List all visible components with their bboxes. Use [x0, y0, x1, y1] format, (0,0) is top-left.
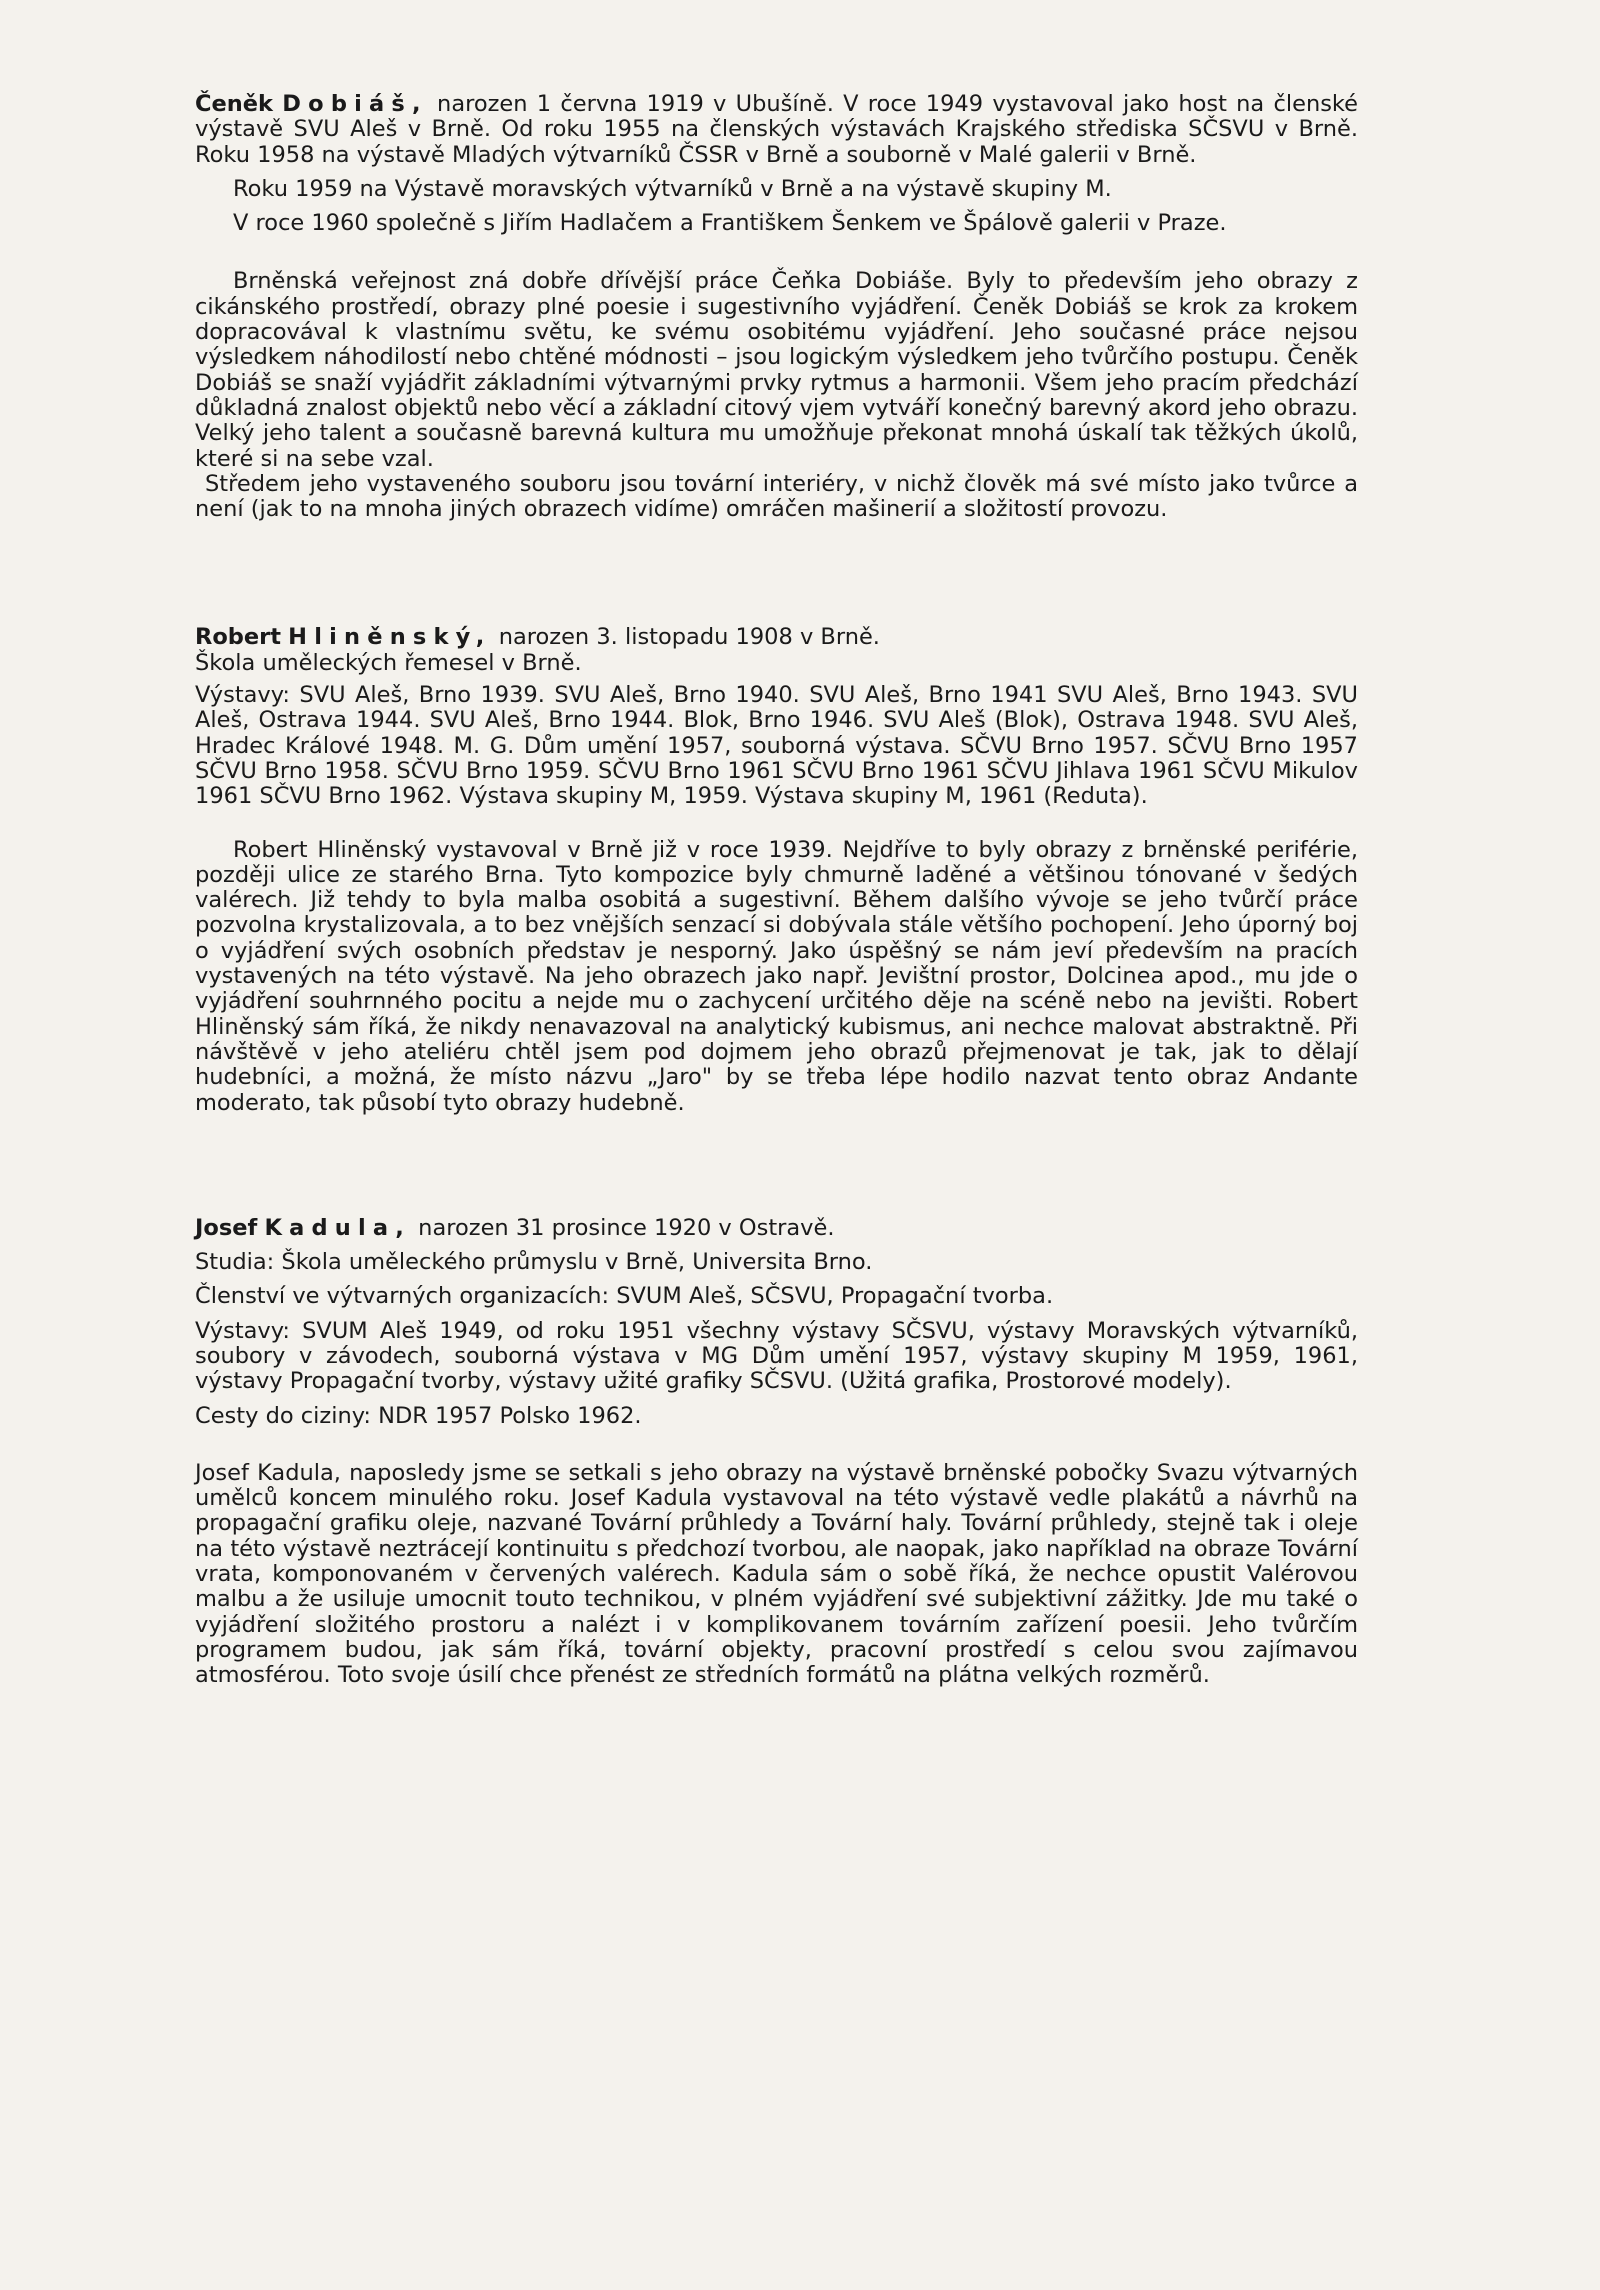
bio-intro — [195, 1216, 1358, 1241]
document-page — [195, 92, 1358, 1689]
bio-intro-text: narozen 1 června 1919 v Ubušíně. V roce 1949 vystavoval jako host na členské výstavě SVU Aleš v Brně. Od roku 1955 na členských výstavách Krajského střediska SČSVU v Brně. Roku 1958 na výstavě Mladých výtvarníků ČSSR v Brně a souborně v Malé galerii v Brně. — [195, 91, 1359, 168]
entry-dobias — [195, 92, 1358, 522]
membership-paragraph: Členství ve výtvarných organizacích: SVUM Aleš, SČSVU, Propagační tvorba. — [195, 1283, 1054, 1310]
bio-intro-text: narozen 3. listopadu 1908 v Brně. — [491, 624, 880, 651]
travels-paragraph: Cesty do ciziny: NDR 1957 Polsko 1962. — [195, 1402, 642, 1429]
exhibitions-paragraph: Výstavy: SVU Aleš, Brno 1939. SVU Aleš, Brno 1940. SVU Aleš, Brno 1941 SVU Aleš, Brno 1943. SVU Aleš, Ostrava 1944. SVU Aleš, Brno 1944. Blok, Brno 1946. SVU Aleš (Blok), Ostrava 1948. SVU Aleš, Hradec Králové 1948. M. G. Dům umění 1957, souborná výstava. SČVU Brno 1957. SČVU Brno 1957 SČVU Brno 1958. SČVU Brno 1959. SČVU Brno 1961 SČVU Brno 1961 SČVU Jihlava 1961 SČVU Mikulov 1961 SČVU Brno 1962. Výstava skupiny M, 1959. Výstava skupiny M, 1961 (Reduta). — [195, 682, 1358, 810]
essay-paragraph: Brněnská veřejnost zná dobře dřívější práce Čeňka Dobiáše. Byly to především jeho obrazy z cikánského prostředí, obrazy plné poesie i sugestivního vyjádření. Čeněk Dobiáš se krok za krokem dopracovával k vlastnímu světu, ke svému osobitému vyjádření. Jeho současné práce nejsou výsledkem náhodilostí nebo chtěné módnosti – jsou logickým výsledkem jeho tvůrčího postupu. Čeněk Dobiáš se snaží vyjádřit základními výtvarnými prvky rytmus a harmonii. Všem jeho pracím předchází důkladná znalost objektů nebo věcí a základní citový vjem vytváří konečný barevný akord jeho obrazu. Velký jeho talent a současně barevná kultura mu umožňuje překonat mnohá úskalí tak těžkých úkolů, které si na sebe vzal. — [195, 268, 1358, 472]
exhibitions-paragraph: Výstavy: SVUM Aleš 1949, od roku 1951 všechny výstavy SČSVU, výstavy Moravských výtvarníků, soubory v závodech, souborná výstava v MG Dům umění 1957, výstavy skupiny M 1959, 1961, výstavy Propagační tvorby, výstavy užité grafiky SČSVU. (Užitá grafika, Prostorové modely). — [195, 1317, 1358, 1395]
artist-surname: Dobiáš, — [282, 91, 428, 117]
bio-intro-text: narozen 31 prosince 1920 v Ostravě. — [411, 1214, 835, 1241]
studies-paragraph: Studia: Škola uměleckého průmyslu v Brně, Universita Brno. — [195, 1249, 873, 1276]
artist-surname: Hliněnský, — [288, 624, 492, 651]
entry-hlinensky — [195, 625, 1358, 1115]
artist-surname: Kadula, — [264, 1214, 412, 1241]
artist-first-name: Čeněk — [195, 91, 274, 117]
artist-first-name: Josef — [195, 1214, 258, 1241]
bio-paragraph: V roce 1960 společně s Jiřím Hadlačem a Františkem Šenkem ve Špálově galerii v Praze. — [233, 210, 1227, 237]
bio-intro — [195, 625, 1358, 650]
bio-paragraph: Roku 1959 na Výstavě moravských výtvarníků v Brně a na výstavě skupiny M. — [233, 175, 1112, 202]
bio-intro — [195, 92, 1358, 168]
artist-first-name: Robert — [195, 624, 282, 651]
essay-paragraph: Josef Kadula, naposledy jsme se setkali s jeho obrazy na výstavě brněnské pobočky Svazu výtvarných umělců koncem minulého roku. Josef Kadula vystavoval na této výstavě vedle plakátů a návrhů na propagační grafiku oleje, nazvané Tovární průhledy a Tovární haly. Tovární průhledy, stejně tak i oleje na této výstavě neztrácejí kontinuitu s předchozí tvorbou, ale naopak, jako například na obraze Tovární vrata, komponovaném v červených valérech. Kadula sám o sobě říká, že nechce opustit Valérovou malbu a že usiluje umocnit touto technikou, v plném vyjádření své subjektivní zážitky. Jde mu také o vyjádření složitého prostoru a nalézt i v komplikovanem továrním zařízení poesii. Jeho tvůrčím programem budou, jak sám říká, tovární objekty, pracovní prostředí s celou svou zajímavou atmosférou. Toto svoje úsilí chce přenést ze středních formátů na plátna velkých rozměrů. — [195, 1459, 1358, 1689]
essay-paragraph: Robert Hliněnský vystavoval v Brně již v roce 1939. Nejdříve to byly obrazy z brněnské periférie, později ulice ze starého Brna. Tyto kompozice byly chmurně laděné a většinou tónované v šedých valérech. Již tehdy to byla malba osobitá a sugestivní. Během dalšího vývoje se jeho tvůrčí práce pozvolna krystalizovala, a to bez vnějších senzací si dobývala stále většího pochopení. Jeho úporný boj o vyjádření svých osobních představ je nesporný. Jako úspěšný se nám jeví především na pracích vystavených na této výstavě. Na jeho obrazech jako např. Jevištní prostor, Dolcinea apod., mu jde o vyjádření souhrnného pocitu a nejde mu o zachycení určitého děje na scéně nebo na jevišti. Robert Hliněnský sám říká, že nikdy nenavazoval na analytický kubismus, ani nechce malovat abstraktně. Při návštěvě v jeho ateliéru chtěl jsem pod dojmem jeho obrazů přejmenovat je tak, jak to dělají hudebníci, a možná, že místo názvu „Jaro" by se třeba lépe hodilo nazvat tento obraz Andante moderato, tak působí tyto obrazy hudebně. — [195, 836, 1358, 1116]
entry-kadula — [195, 1216, 1358, 1689]
bio-paragraph: Škola uměleckých řemesel v Brně. — [195, 649, 582, 676]
essay-paragraph: Středem jeho vystaveného souboru jsou tovární interiéry, v nichž člověk má své místo jako tvůrce a není (jak to na mnoha jiných obrazech vidíme) omráčen mašinerií a složitostí provozu. — [195, 470, 1358, 523]
